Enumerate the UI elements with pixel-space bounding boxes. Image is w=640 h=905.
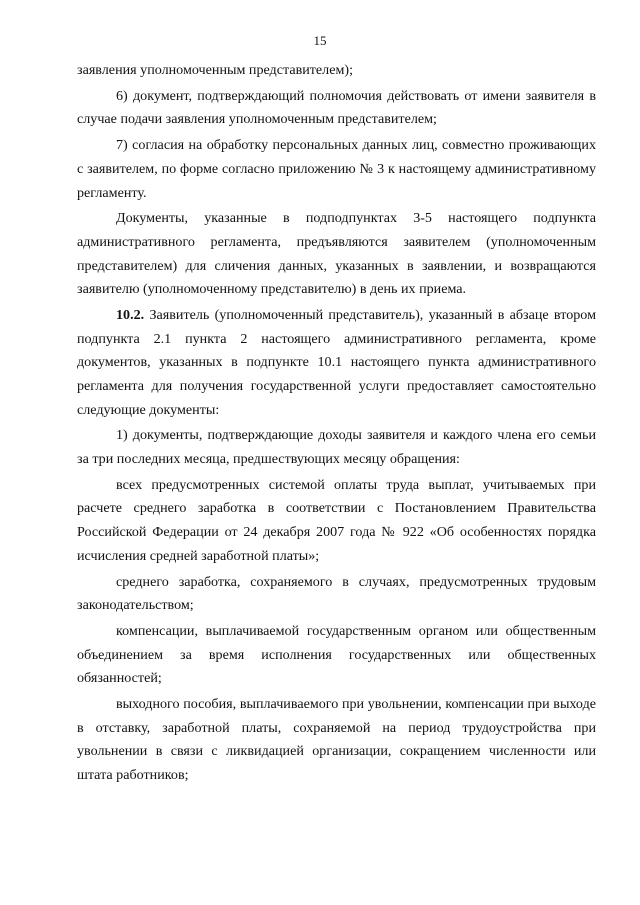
paragraph-continuation: заявления уполномоченным представителем); (77, 62, 353, 78)
paragraph-item-6: 6) документ, подтверждающий полномочия действовать от имени заявителя в случае подачи заявления уполномоченным представителем; (77, 87, 596, 128)
page-number: 15 (313, 33, 327, 48)
paragraph-payments: всех предусмотренных системой оплаты труда выплат, учитываемых при расчете среднего заработка в соответствии с Постановлением Правительства Российской Федерации от 24 декабря 2007 года № 922 «Об особенностях порядка исчисления средней заработной платы»; (77, 476, 596, 564)
paragraph-average-earnings: среднего заработка, сохраняемого в случаях, предусмотренных трудовым законодательством; (77, 573, 596, 614)
paragraph-severance: выходного пособия, выплачиваемого при увольнении, компенсации при выходе в отставку, заработной платы, сохраняемой на период трудоустройства при увольнении в связи с ликвидацией организации, сокращением численности или штата работников; (77, 696, 596, 783)
paragraph-documents-note: Документы, указанные в подподпунктах 3-5 настоящего подпункта административного регламента, предъявляются заявителем (уполномоченным представителем) для сличения данных, указанных в заявлении, и возвращаются заявителю (уполномоченному представителю) в день их приема. (77, 210, 596, 298)
section-number: 10.2. (116, 307, 145, 324)
paragraph-compensation: компенсации, выплачиваемой государственным органом или общественным объединением за время исполнения государственных или общественных обязанностей; (77, 623, 596, 687)
document-body (77, 59, 596, 790)
section-text: Заявитель (уполномоченный представитель), указанный в абзаце втором подпункта 2.1 пункта 2 настоящего административного регламента, кроме документов, указанных в подпункте 10.1 настоящего пункта административного регламента для получения государственной услуги предоставляет самостоятельно следующие документы: (77, 307, 596, 418)
paragraph-item-7: 7) согласия на обработку персональных данных лиц, совместно проживающих с заявителем, по форме согласно приложению № 3 к настоящему административному регламенту. (77, 137, 596, 201)
paragraph-subitem-1: 1) документы, подтверждающие доходы заявителя и каждого члена его семьи за три последних месяца, предшествующих месяцу обращения: (77, 427, 596, 467)
paragraph-section-10-2 (77, 304, 596, 422)
